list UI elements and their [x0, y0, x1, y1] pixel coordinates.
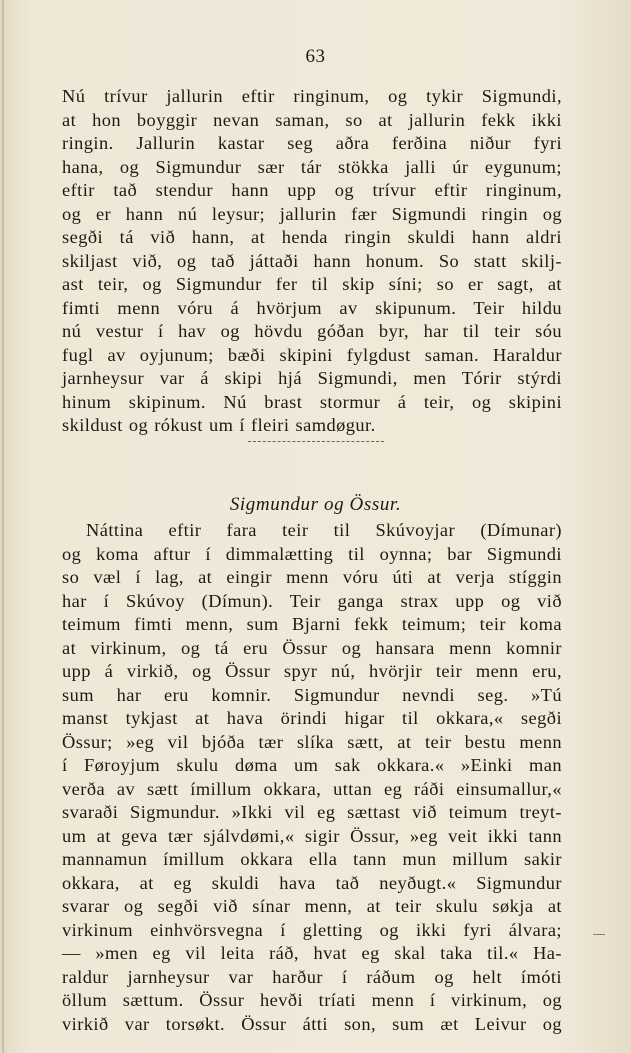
text-line: Náttina eftir fara teir til Skúvoyjar (Dímunar) [86, 520, 562, 540]
text-line: eftir tað stendur hann upp og trívur eftir ringinum, [62, 180, 562, 200]
text-line: um at geva tær sjálvdømi,« sigir Össur, »eg veit ikki tann [62, 825, 562, 846]
paragraph-2 [62, 519, 562, 1036]
text-line: skiljast við, og tað játtaði hann honum. So statt skilj- [62, 250, 562, 271]
text-line: Nú trívur jallurin eftir ringinum, og tykir Sigmundi, [62, 86, 562, 106]
text-line: skildust og rókust um í fleiri samdøgur. [62, 415, 376, 435]
text-line: ast teir, og Sigmundur fer til skip síni; so er sagt, at [62, 274, 562, 294]
section-separator [248, 441, 384, 442]
text-line: mannamun ímillum okkara ella tann mun millum sakir [62, 849, 562, 869]
text-line: svarar og segði við sínar menn, at teir skulu søkja at [62, 896, 562, 916]
text-line: — »men eg vil leita ráð, hvat eg skal taka til.« Ha- [62, 943, 562, 963]
text-line: og er hann nú leysur; jallurin fær Sigmundi ringin og [62, 203, 562, 224]
text-line: so væl í lag, at eingir menn vóru úti at verja stíggin [62, 567, 562, 587]
text-line: Össur; »eg vil bjóða tær slíka sætt, at teir bestu menn [62, 731, 562, 752]
text-line: verða av sætt ímillum okkara, uttan eg ráði einsumallur,« [62, 778, 562, 799]
text-line: virkinum einhvörsvegna í gletting og ikki fyri álvara; [62, 919, 562, 940]
text-line: svaraði Sigmundur. »Ikki vil eg sættast við teimum treyt- [62, 802, 562, 822]
text-line: okkara, at eg skuldi hava tað neyðugt.« Sigmundur [62, 872, 562, 893]
text-line: at virkinum, og tá eru Össur og hansara menn komnir [62, 637, 562, 658]
text-line: í Føroyjum skulu døma um sak okkara.« »Einki man [62, 755, 562, 775]
paragraph-1 [62, 85, 562, 438]
text-line: fimti menn vóru á hvörjum av skipunum. Teir hildu [62, 297, 562, 318]
text-line: at hon boyggir nevan saman, so at jallurin fekk ikki [62, 109, 562, 130]
text-line: og koma aftur í dimmalætting til oynna; bar Sigmundi [62, 543, 562, 564]
text-line: teimum fimti menn, sum Bjarni fekk teimum; teir koma [62, 614, 562, 634]
text-line: ringin. Jallurin kastar seg aðra ferðina niður fyri [62, 133, 562, 153]
page-number: 63 [305, 46, 326, 67]
text-line: öllum sættum. Össur hevði tríati menn í virkinum, og [62, 990, 562, 1010]
text-line: hana, og Sigmundur sær tár stökka jalli úr eygunum; [62, 156, 562, 177]
text-line: virkið var torsøkt. Össur átti son, sum æt Leivur og [62, 1013, 562, 1034]
text-line: upp á virkið, og Össur spyr nú, hvörjir teir menn eru, [62, 661, 562, 681]
text-line: manst tykjast at hava örindi higar til okkara,« segði [62, 708, 562, 728]
text-line: segði tá við hann, at henda ringin skuldi hann aldri [62, 227, 562, 247]
text-line: jarnheysur var á skipi hjá Sigmundi, men Tórir stýrdi [62, 368, 562, 388]
text-line: har í Skúvoy (Dímun). Teir ganga strax upp og við [62, 590, 562, 611]
text-line: nú vestur í hav og hövdu góðan byr, har til teir sóu [62, 321, 562, 341]
text-line: hinum skipinum. Nú brast stormur á teir, og skipini [62, 391, 562, 412]
text-line: sum har eru komnir. Sigmundur nevndi seg. »Tú [62, 684, 562, 705]
section-heading: Sigmundur og Össur. [229, 494, 402, 515]
margin-mark [593, 934, 605, 935]
text-line: fugl av oyjunum; bæði skipini fylgdust saman. Haraldur [62, 344, 562, 365]
binding-edge [2, 0, 4, 1053]
text-line: raldur jarnheysur var harður í ráðum og helt ímóti [62, 966, 562, 987]
